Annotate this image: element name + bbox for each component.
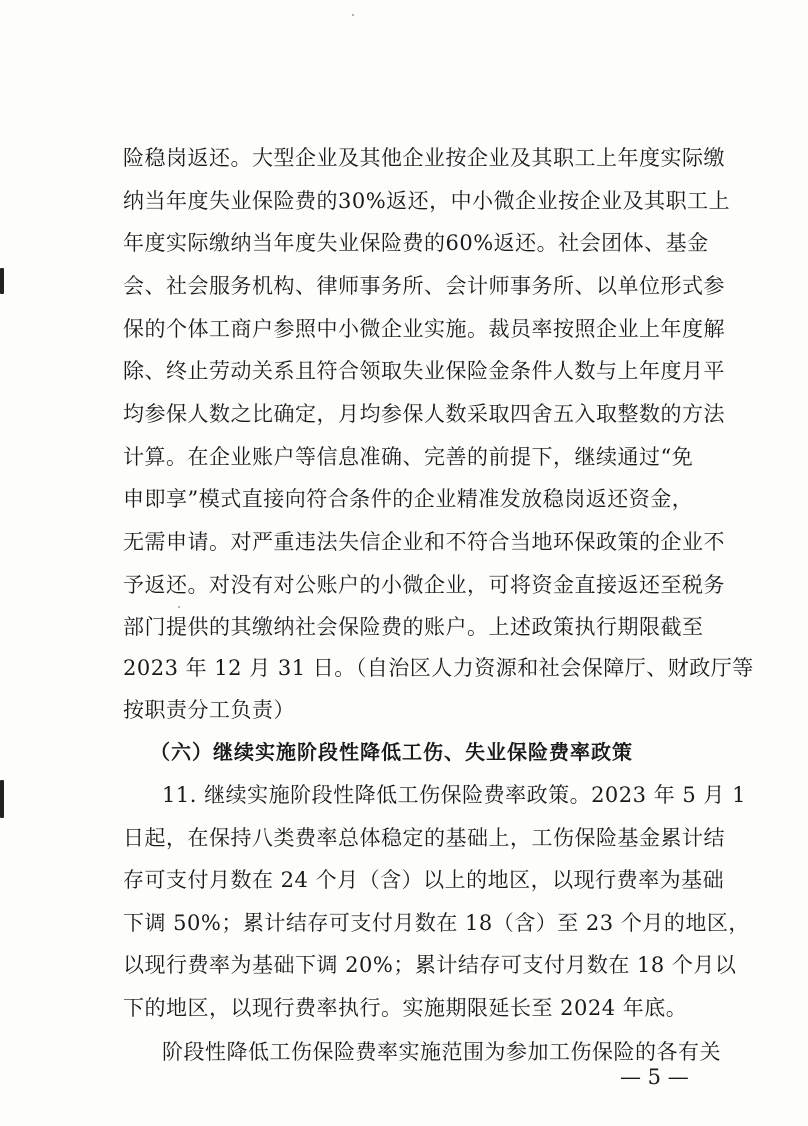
scan-speck xyxy=(352,14,354,16)
text-line: 年度实际缴纳当年度失业保险费的60%返还。社会团体、基金 xyxy=(123,231,709,255)
text-line: 保的个体工商户参照中小微企业实施。裁员率按照企业上年度解 xyxy=(123,317,725,341)
text-line: 下调 50%；累计结存可支付月数在 18（含）至 23 个月的地区， xyxy=(123,911,750,935)
text-line: 存可支付月数在 24 个月（含）以上的地区，以现行费率为基础 xyxy=(123,868,725,892)
text-line: 会、社会服务机构、律师事务所、会计师事务所、以单位形式参 xyxy=(123,274,725,298)
text-line: 以现行费率为基础下调 20%；累计结存可支付月数在 18 个月以 xyxy=(123,953,737,977)
text-line: 日起，在保持八类费率总体稳定的基础上，工伤保险基金累计结 xyxy=(123,826,725,850)
text-line: 11. 继续实施阶段性降低工伤保险费率政策。2023 年 5 月 1 xyxy=(162,783,746,807)
text-line: 计算。在企业账户等信息准确、完善的前提下，继续通过“免 xyxy=(123,445,694,469)
text-line: 按职责分工负责） xyxy=(123,698,295,722)
text-line: 阶段性降低工伤保险费率实施范围为参加工伤保险的各有关 xyxy=(162,1040,721,1064)
text-line: 2023 年 12 月 31 日。（自治区人力资源和社会保障厅、财政厅等 xyxy=(123,656,754,680)
text-line: 部门提供的其缴纳社会保险费的账户。上述政策执行期限截至 xyxy=(123,615,704,639)
text-line: 险稳岗返还。大型企业及其他企业按企业及其职工上年度实际缴 xyxy=(123,146,725,170)
text-line: 申即享”模式直接向符合条件的企业精准发放稳岗返还资金， xyxy=(123,487,694,511)
text-line: 予返还。对没有对公账户的小微企业，可将资金直接返还至税务 xyxy=(123,573,725,597)
text-line: 下的地区，以现行费率执行。实施期限延长至 2024 年底。 xyxy=(123,996,688,1020)
text-line: 均参保人数之比确定，月均参保人数采取四舍五入取整数的方法 xyxy=(123,402,725,426)
text-line: 除、终止劳动关系且符合领取失业保险金条件人数与上年度月平 xyxy=(123,359,725,383)
section-heading: （六）继续实施阶段性降低工伤、失业保险费率政策 xyxy=(150,740,633,764)
text-line: 无需申请。对严重违法失信企业和不符合当地环保政策的企业不 xyxy=(123,530,725,554)
scan-edge-mark xyxy=(0,780,4,818)
scan-edge-mark xyxy=(0,268,4,294)
text-line: 纳当年度失业保险费的30%返还，中小微企业按企业及其职工上 xyxy=(123,189,731,213)
page-number: — 5 — xyxy=(620,1065,689,1089)
